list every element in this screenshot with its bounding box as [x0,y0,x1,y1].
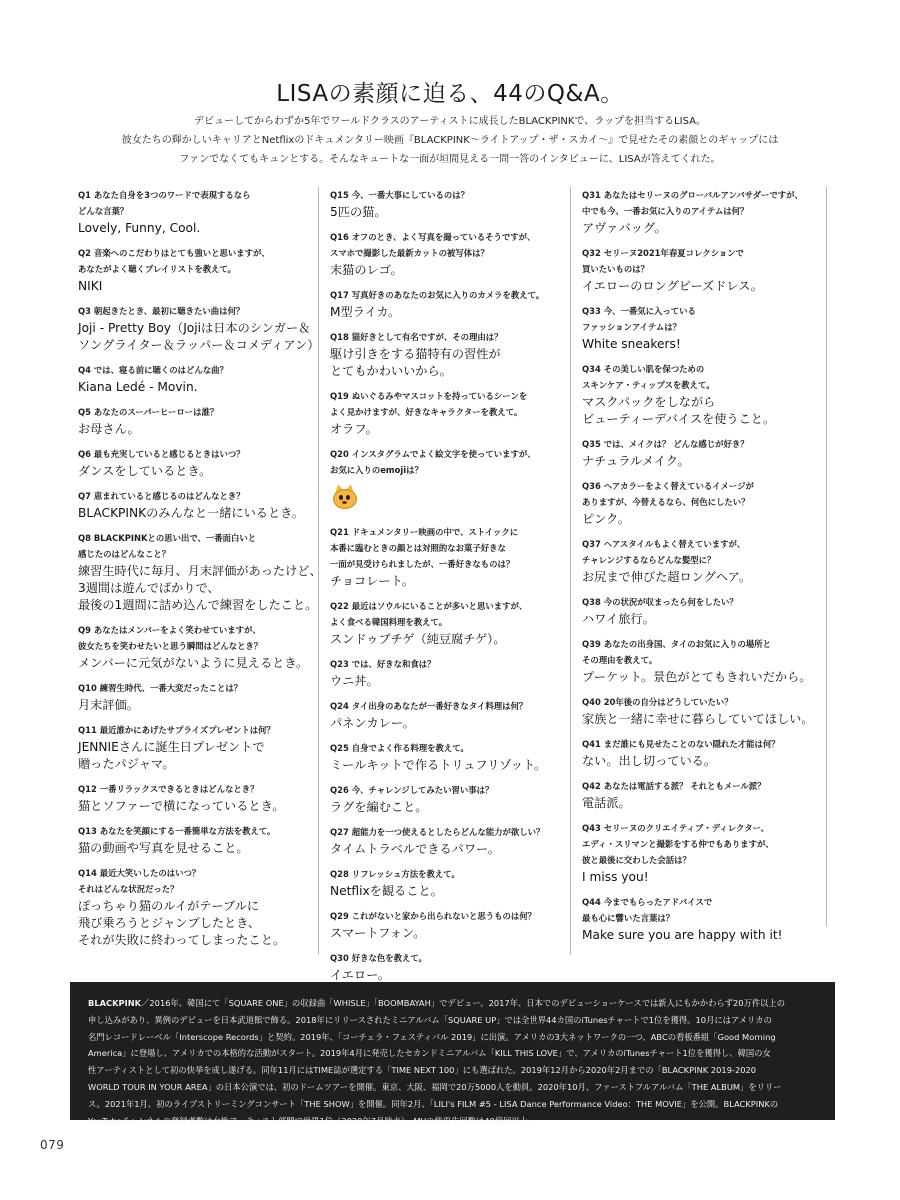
question-line: Q43 セリーヌのクリエイティブ・ディレクター、 [582,823,770,833]
answer-line: ぽっちゃり猫のルイがテーブルに [78,899,260,913]
answer [330,346,570,380]
question [330,782,570,798]
qa-item [78,622,318,672]
qa-item [582,536,826,586]
profile-line: WORLD TOUR IN YOUR AREA」の日本公演では、初のドームツアーを開催。東京、大阪、福岡で20万5000人を動員。2020年10月、ファーストフルアルバム「THE ALBUM」をリリー [88,1081,782,1092]
question [330,740,570,756]
question-line: Q7 恵まれていると感じるのはどんなとき？ [78,491,245,501]
answer [330,883,570,900]
question [78,446,318,462]
question [78,404,318,420]
qa-item [78,823,318,857]
profile-line: YouTubeチャンネルの登録者数は女性アーティスト部門で世界1位（2020年7月時点）、MVの総再生回数は40億回以上。 [88,1115,537,1126]
question-line: Q39 あなたの出身国、タイのお気に入りの場所と [582,639,772,649]
question [78,823,318,839]
answer [582,795,826,812]
question [582,187,826,219]
answer-line: ハワイ旅行。 [582,612,655,626]
qa-item [582,303,826,353]
question [330,229,570,261]
question-line: Q16 オフのとき、よく写真を撮っているそうですが、 [330,232,536,242]
question [330,598,570,630]
qa-item [78,680,318,714]
qa-item [330,950,570,984]
question [78,362,318,378]
qa-item [582,778,826,812]
qa-item [330,824,570,858]
question [330,656,570,672]
question-line: Q30 好きな色を教えて。 [330,953,427,963]
answer-line: マスクパックをしながら [582,395,716,409]
qa-item [78,362,318,396]
answer [78,421,318,438]
question [330,908,570,924]
qa-item [582,694,826,728]
question [78,722,318,738]
qa-item [330,287,570,321]
question-line: Q1 あなた自身を3つのワードで表現するなら [78,190,251,200]
question [582,820,826,868]
answer-line: NIKI [78,279,103,293]
answer-line: お母さん。 [78,422,140,436]
qa-item [330,329,570,380]
answer-line: チョコレート。 [330,574,414,588]
answer [78,840,318,857]
answer [330,631,570,648]
answer-line: スンドゥブチゲ（純豆腐チゲ）。 [330,632,506,646]
question [582,894,826,926]
question-line: どんな言葉？ [78,206,129,216]
answer-line: オラフ。 [330,422,378,436]
answer [582,711,826,728]
answer [582,511,826,528]
question-line: Q26 今、チャレンジしてみたい習い事は？ [330,785,494,795]
lead-line: 彼女たちの輝かしいキャリアとNetflixのドキュメンタリー映画『BLACKPINK〜ライトアップ・ザ・スカイ〜』で見せたその素顔とのギャップには [121,135,779,146]
question [78,488,318,504]
answer [330,757,570,774]
question-line: Q20 インスタグラムでよく絵文字を使っていますが、 [330,449,536,459]
question-line: Q27 超能力を一つ使えるとしたらどんな能力が欲しい？ [330,827,545,837]
question [330,698,570,714]
profile-line [88,995,819,1012]
qa-item [330,656,570,690]
question-line: Q22 最近はソウルにいることが多いと思いますが、 [330,601,528,611]
question [582,536,826,568]
qa-item [78,446,318,480]
profile-name: BLACKPINK [88,998,142,1008]
profile-box [70,982,835,1126]
answer [582,927,826,944]
question [330,824,570,840]
qa-item [330,524,570,590]
question-line: Q38 今の状況が収まったら何をしたい？ [582,597,738,607]
question-line: 中でも今、一番お気に入りのアイテムは何？ [582,206,749,216]
answer-line: 電話派。 [582,796,631,810]
question-line: Q23 では、好きな和食は？ [330,659,436,669]
question-line: Q34 その美しい肌を保つための [582,364,705,374]
qa-item [582,594,826,628]
answer-line: 末猫のレゴ。 [330,263,403,277]
qa-item [582,436,826,470]
qa-item [582,636,826,686]
answer [330,573,570,590]
question-line: ありますが、今替えるなら、何色にしたい？ [582,497,750,507]
answer [330,204,570,221]
answer-line: ない。出し切っている。 [582,754,717,768]
answer-line: メンバーに元気がないように見えるとき。 [78,656,309,670]
answer-line: 5匹の猫。 [330,205,387,219]
answer-line: 飛び乗ろうとジャンプしたとき、 [78,916,261,930]
question [582,694,826,710]
question [78,781,318,797]
lead-line: デビューしてからわずか5年でワールドクラスのアーティストに成長したBLACKPINKで、ラップを担当するLISA。 [194,116,706,127]
question-line: Q32 セリーヌ2021年春夏コレクションで [582,248,744,258]
question-line: その理由を教えて。 [582,655,658,665]
question-line: スキンケア・ティップスを教えて。 [582,380,715,390]
answer [582,569,826,586]
question [582,436,826,452]
question-line: 最も心に響いた言葉は？ [582,913,675,923]
question-line: Q40 20年後の自分はどうしていたい？ [582,697,733,707]
qa-item [582,361,826,428]
question-line: ファッションアイテムは？ [582,322,681,332]
question-line: Q37 ヘアスタイルもよく替えていますが、 [582,539,746,549]
qa-item [330,782,570,816]
answer-line: プーケット。景色がとてもきれいだから。 [582,670,812,684]
question [330,866,570,882]
answer-line: M型ライカ。 [330,305,401,319]
question-line: Q11 最近誰かにあげたサプライズプレゼントは何？ [78,725,275,735]
qa-item [78,722,318,773]
answer-line: JENNIEさんに誕生日プレゼントで [78,740,265,754]
qa-item [78,488,318,522]
question-line: Q18 猫好きとして有名ですが、その理由は？ [330,332,503,342]
question-line: Q24 タイ出身のあなたが一番好きなタイ料理は何？ [330,701,528,711]
question [582,245,826,277]
answer-line: イエロー。 [330,968,390,982]
question-line: Q19 ぬいぐるみやマスコットを持っているシーンを [330,391,528,401]
answer-line: 練習生時代に毎月、月末評価があったけど、 [78,564,322,578]
answer [330,262,570,279]
answer [330,304,570,321]
question-line: チャレンジするならどんな髪型に？ [582,555,716,565]
answer-line: 家族と一緒に幸せに暮らしていてほしい。 [582,712,814,726]
question-line: Q6 最も充実していると感じるときはいつ？ [78,449,245,459]
question [582,361,826,393]
question-line: 感じたのはどんなこと？ [78,549,171,559]
answer-line: White sneakers! [582,337,681,351]
qa-item [78,404,318,438]
question-line: Q4 では、寝る前に聴くのはどんな曲？ [78,365,228,375]
qa-item [330,446,570,516]
question-line: Q5 あなたのスーパーヒーローは誰？ [78,407,219,417]
question-line: エディ・スリマンと撮影をする仲でもありますが、 [582,839,774,849]
question-line: Q28 リフレッシュ方法を教えて。 [330,869,460,879]
question [78,245,318,277]
answer-line: 贈ったパジャマ。 [78,757,175,771]
answer-line: I miss you! [582,870,649,884]
answer [78,655,318,672]
question-line: Q12 一番リラックスできるときはどんなとき？ [78,784,259,794]
qa-item [330,388,570,438]
answer-line: Kiana Ledé - Movin. [78,380,198,394]
qa-item [330,866,570,900]
question-line: Q17 写真好きのあなたのお気に入りのカメラを教えて。 [330,290,545,300]
question-line: Q15 今、一番大事にしているのは？ [330,190,469,200]
profile-line: 性アーティストとして初の快挙を成し遂げる。同年11月にはTIME誌が選定する「TIME NEXT 100」にも選ばれた。2019年12月から2020年2月までの「BLACKPINK 2019-2020 [88,1065,757,1076]
answer [330,799,570,816]
answer-line: Make sure you are happy with it! [582,928,783,942]
answer [78,505,318,522]
answer-line: タイムトラベルできるパワー。 [330,842,500,856]
answer-line: それが失敗に終わってしまったこと。 [78,933,286,947]
question [582,478,826,510]
question [582,594,826,610]
article-title: LISAの素顔に迫る、44のQ&A。 [276,81,624,107]
lead-paragraph [60,112,840,169]
qa-item [78,245,318,295]
question [330,524,570,572]
answer [582,278,826,295]
question-line: お気に入りのemojiは？ [330,465,423,475]
answer [582,753,826,770]
answer-line: Joji - Pretty Boy（Jojiは日本のシンガー＆ [78,321,311,335]
profile-text: ／2016年、韓国にて「SQUARE ONE」の収録曲「WHISLE」「BOOMBAYAH」でデビュー。2017年、日本でのデビューショーケースでは新人にもかかわらず20万件以上の [141,998,786,1008]
answer [582,336,826,353]
question [78,530,318,562]
answer-line: Lovely, Funny, Cool. [78,221,201,235]
question [78,622,318,654]
answer [330,925,570,942]
answer-line: 月末評価。 [78,698,139,712]
answer [582,669,826,686]
answer [330,479,570,516]
answer [582,611,826,628]
question [582,636,826,668]
question-line: 本番に臨むときの顔とは対照的なお菓子好きな [330,543,506,553]
answer-line: アヴァバッグ。 [582,221,667,235]
qa-column-2 [330,187,571,982]
qa-item [582,820,826,886]
question-line: Q21 ドキュメンタリー映画の中で、ストイックに [330,527,519,537]
cat-face-emoji-icon [332,483,356,509]
question [78,680,318,696]
question-line: 彼と最後に交わした会話は？ [582,855,691,865]
question-line: よく見かけますが、好きなキャラクターを教えて。 [330,407,523,417]
qa-column-1 [78,187,322,955]
answer-line: ビューティーデバイスを使うこと。 [582,412,776,426]
question-line: スマホで撮影した最新カットの被写体は？ [330,248,489,258]
answer-line: 猫の動画や写真を見せること。 [78,841,249,855]
answer [78,320,318,354]
question-line: Q36 ヘアカラーをよく替えているイメージが [582,481,754,491]
qa-item [582,245,826,295]
question-line: 買いたいものは？ [582,264,649,274]
qa-item [330,740,570,774]
question [582,303,826,335]
answer-line: イエローのロングビーズドレス。 [582,279,763,293]
answer-line: スマートフォン。 [330,926,426,940]
qa-item [78,187,318,237]
answer-line: Netflixを観ること。 [330,884,443,898]
answer [582,220,826,237]
question-line: Q8 BLACKPINKとの思い出で、一番面白いと [78,533,257,543]
answer [78,563,322,614]
qa-item [582,736,826,770]
answer-line: 猫とソファーで横になっているとき。 [78,799,285,813]
answer [582,453,826,470]
page-number: 079 [40,1138,65,1152]
qa-item [582,478,826,528]
question [330,446,570,478]
question-line: よく食べる韓国料理を教えて。 [330,617,448,627]
qa-item [330,598,570,648]
qa-item [330,229,570,279]
qa-item [330,698,570,732]
answer-line: ラグを編むこと。 [330,800,428,814]
question-line: Q41 まだ誰にも見せたことのない隠れた才能は何？ [582,739,780,749]
answer-line: ナチュラルメイク。 [582,454,690,468]
answer [78,798,318,815]
qa-item [582,187,826,237]
qa-item [78,865,318,949]
profile-line: 申し込みがあり、異例のデビューを日本武道館で飾る。2018年にリリースされたミニアルバム「SQUARE UP」では全世界44カ国のiTunesチャートで1位を獲得。10月にはアメリカの [88,1014,772,1025]
question-line: Q33 今、一番気に入っている [582,306,696,316]
question [582,778,826,794]
question-line: Q42 あなたは電話する派？ それともメール派？ [582,781,766,791]
answer [78,278,318,295]
answer-line: 最後の1週間に詰め込んで練習をしたこと。 [78,598,318,612]
question [330,287,570,303]
lead-line: ファンでなくてもキュンとする。そんなキュートな一面が垣間見える一問一答のインタビューに、LISAが答えてくれた。 [179,154,721,165]
qa-item [330,187,570,221]
question-line: Q31 あなたはセリーヌのグローバルアンバサダーですが、 [582,190,803,200]
answer-line: 駆け引きをする猫特有の習性が [330,347,501,361]
question [330,950,570,966]
question-line: Q9 あなたはメンバーをよく笑わせていますが、 [78,625,261,635]
answer-line: ダンスをしているとき。 [78,464,212,478]
profile-line: 名門レコードレーベル「Interscope Records」と契約。2019年、「コーチェラ・フェスティバル 2019」に出演。アメリカの3大ネットワークの一つ、ABCの看板番組「Good Morning [88,1031,776,1042]
qa-item [78,303,318,354]
question [330,187,570,203]
question [78,187,318,219]
question [330,329,570,345]
profile-line: America」に登場し、アメリカでの本格的な活動がスタート。2019年4月に発売したセカンドミニアルバム「KILL THIS LOVE」で、アメリカのiTunesチャート1位を獲得し、韓国の女 [88,1048,771,1059]
answer [78,697,318,714]
answer-line: ウニ丼。 [330,674,379,688]
answer-line: ソングライター＆ラッパー＆コメディアン） [78,338,320,352]
answer-line: お尻まで伸びた超ロングヘア。 [582,570,752,584]
answer-line: 3週間は遊んでばかりで、 [78,581,220,595]
qa-item [582,894,826,944]
question [78,303,318,319]
profile-line: ス。2021年1月、初のライブストリーミングコンサート「THE SHOW」を開催。同年2月、「LILI's FILM #5 - LISA Dance Performance Video：THE MOVIE」を公開。BLACKPINKの [88,1098,779,1109]
question [78,865,318,897]
answer [582,869,826,886]
answer-line: ピンク。 [582,512,631,526]
question [582,736,826,752]
answer [78,463,318,480]
question-line: Q3 朝起きたとき、最初に聴きたい曲は何？ [78,306,245,316]
answer [78,220,318,237]
question-line: Q29 これがないと家から出られないと思うものは何？ [330,911,536,921]
answer [78,898,318,949]
answer-line: とてもかわいいから。 [330,364,452,378]
qa-column-3 [582,187,827,942]
question-line: Q14 最近大笑いしたのはいつ？ [78,868,201,878]
answer [78,739,318,773]
question-line: Q35 では、メイクは？ どんな感じが好き？ [582,439,749,449]
question-line: Q13 あなたを笑顔にする一番簡単な方法を教えて。 [78,826,276,836]
qa-item [330,908,570,942]
question-line: 彼女たちを笑わせたいと思う瞬間はどんなとき？ [78,641,263,651]
question [330,388,570,420]
answer-line: ミールキットで作るトリュフリゾット。 [330,758,547,772]
answer-line: BLACKPINKのみんなと一緒にいるとき。 [78,506,305,520]
answer [330,715,570,732]
question-line: 一面が見受けられましたが、一番好きなものは？ [330,559,515,569]
answer [330,421,570,438]
question-line: Q25 自身でよく作る料理を教えて。 [330,743,469,753]
answer [330,673,570,690]
qa-item [78,530,322,614]
answer-line: パネンカレー。 [330,716,415,730]
qa-item [78,781,318,815]
question-line: あなたがよく聴くプレイリストを教えて。 [78,264,237,274]
question-line: Q10 練習生時代、一番大変だったことは？ [78,683,243,693]
answer [330,841,570,858]
question-line: それはどんな状況だった？ [78,884,179,894]
answer [582,394,826,428]
question-line: Q44 今までもらったアドバイスで [582,897,713,907]
question-line: Q2 音楽へのこだわりはとても強いと思いますが、 [78,248,270,258]
answer [78,379,318,396]
